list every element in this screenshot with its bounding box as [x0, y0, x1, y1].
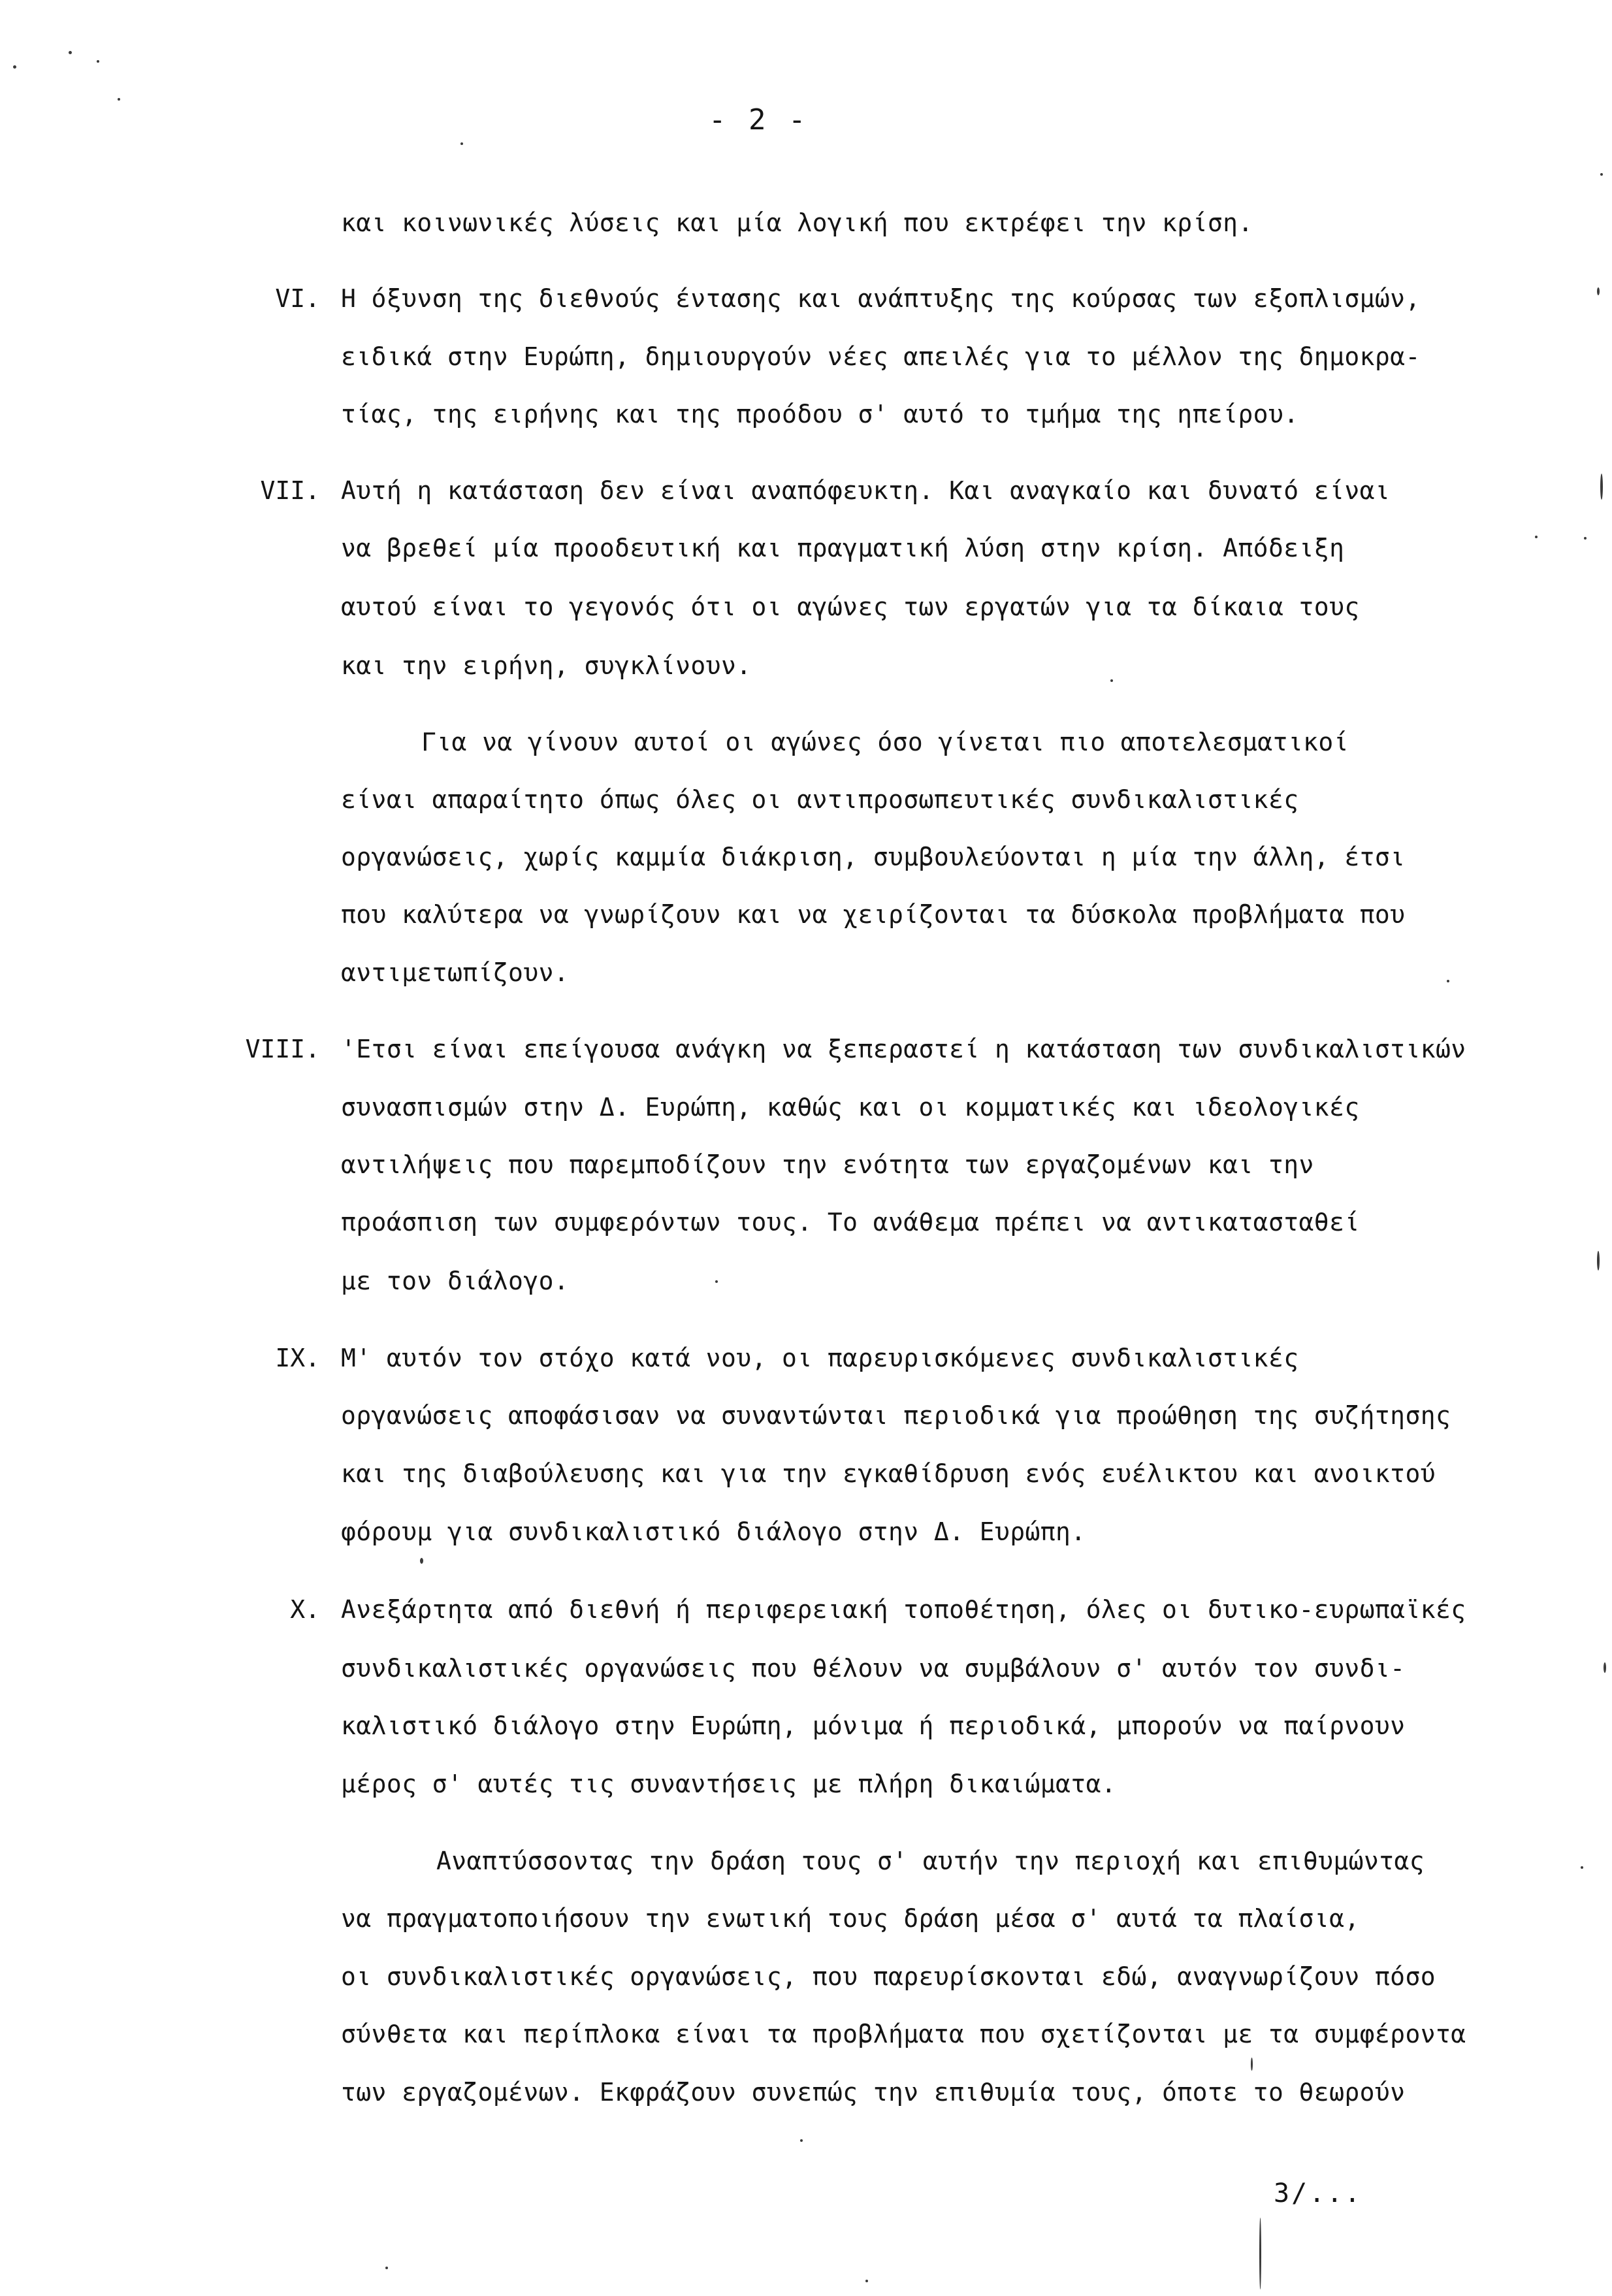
scan-speck — [385, 2267, 388, 2269]
scan-speck — [1535, 536, 1538, 538]
scan-speck — [1259, 2218, 1261, 2289]
section-x-line: μέρος σ' αυτές τις συναντήσεις με πλήρη δικαιώματα. — [341, 1770, 1117, 1798]
scan-speck — [1110, 679, 1113, 682]
continuation-marker: 3/... — [1274, 2178, 1362, 2208]
paragraph-line: είναι απαραίτητο όπως όλες οι αντιπροσωπευτικές συνδικαλιστικές — [341, 785, 1299, 814]
section-viii-line: αντιλήψεις που παρεμποδίζουν την ενότητα των εργαζομένων και την — [341, 1150, 1314, 1179]
scan-speck — [715, 1280, 718, 1283]
section-viii-line: με τον διάλογο. — [341, 1267, 570, 1295]
scan-speck — [1584, 537, 1587, 540]
section-numeral-vii: VII. — [260, 476, 320, 505]
scan-speck — [1600, 474, 1603, 500]
paragraph-line: Για να γίνουν αυτοί οι αγώνες όσο γίνεται πιο αποτελεσματικοί — [421, 728, 1349, 756]
section-viii-line: 'Ετσι είναι επείγουσα ανάγκη να ξεπεραστεί η κατάσταση των συνδικαλιστικών — [341, 1035, 1466, 1063]
scan-speck — [420, 1558, 423, 1564]
scan-speck — [800, 2139, 803, 2142]
section-ix-line: και της διαβούλευσης και για την εγκαθίδρυση ενός ευέλικτου και ανοικτού — [341, 1459, 1436, 1488]
section-vii-line: Αυτή η κατάσταση δεν είναι αναπόφευκτη. Και αναγκαίο και δυνατό είναι — [341, 476, 1391, 505]
section-ix-line: φόρουμ για συνδικαλιστικό διάλογο στην Δ. Ευρώπη. — [341, 1517, 1086, 1546]
section-numeral-vi: VI. — [275, 284, 320, 313]
section-x-line: καλιστικό διάλογο στην Ευρώπη, μόνιμα ή περιοδικά, μπορούν να παίρνουν — [341, 1711, 1406, 1740]
section-viii-line: συνασπισμών στην Δ. Ευρώπη, καθώς και οι κομματικές και ιδεολογικές — [341, 1093, 1360, 1122]
scan-speck — [1251, 2058, 1253, 2071]
scan-speck — [1597, 1251, 1600, 1270]
scan-speck — [865, 2280, 868, 2282]
section-numeral-ix: IX. — [275, 1344, 320, 1372]
section-ix-line: οργανώσεις αποφάσισαν να συναντώνται περιοδικά για προώθηση της συζήτησης — [341, 1401, 1451, 1430]
scan-speck — [13, 65, 16, 69]
paragraph-line: οργανώσεις, χωρίς καμμία διάκριση, συμβουλεύονται η μία την άλλη, έτσι — [341, 843, 1406, 871]
intro-line: και κοινωνικές λύσεις και μία λογική που εκτρέφει την κρίση. — [341, 208, 1253, 237]
scan-speck — [118, 98, 120, 101]
scan-speck — [97, 60, 99, 63]
scan-speck — [1447, 980, 1449, 982]
section-vi-line: ειδικά στην Ευρώπη, δημιουργούν νέες απειλές για το μέλλον της δημοκρα- — [341, 342, 1421, 371]
section-vii-line: να βρεθεί μία προοδευτική και πραγματική λύση στην κρίση. Απόδειξη — [341, 534, 1345, 562]
section-viii-line: προάσπιση των συμφερόντων τους. Το ανάθεμα πρέπει να αντικατασταθεί — [341, 1208, 1360, 1237]
section-vi-line: τίας, της ειρήνης και της προόδου σ' αυτό το τμήμα της ηπείρου. — [341, 400, 1299, 428]
paragraph-line: να πραγματοποιήσουν την ενωτική τους δράση μέσα σ' αυτά τα πλαίσια, — [341, 1904, 1360, 1933]
paragraph-line: αντιμετωπίζουν. — [341, 958, 570, 987]
paragraph-line: Αναπτύσσοντας την δράση τους σ' αυτήν την περιοχή και επιθυμώντας — [436, 1847, 1425, 1875]
scan-speck — [1600, 173, 1603, 176]
section-vii-line: και την ειρήνη, συγκλίνουν. — [341, 651, 752, 680]
paragraph-line: οι συνδικαλιστικές οργανώσεις, που παρευρίσκονται εδώ, αναγνωρίζουν πόσο — [341, 1962, 1436, 1991]
scan-speck — [1604, 1662, 1606, 1673]
page-number: - 2 - — [709, 103, 809, 137]
section-numeral-viii: VIII. — [245, 1035, 320, 1063]
section-vi-line: Η όξυνση της διεθνούς έντασης και ανάπτυξης της κούρσας των εξοπλισμών, — [341, 284, 1421, 313]
scan-speck — [69, 51, 72, 54]
paragraph-line: των εργαζομένων. Εκφράζουν συνεπώς την επιθυμία τους, όποτε το θεωρούν — [341, 2078, 1406, 2107]
section-x-line: Ανεξάρτητα από διεθνή ή περιφερειακή τοποθέτηση, όλες οι δυτικο-ευρωπαϊκές — [341, 1595, 1466, 1624]
scan-speck — [1597, 287, 1600, 295]
section-x-line: συνδικαλιστικές οργανώσεις που θέλουν να συμβάλουν σ' αυτόν τον συνδι- — [341, 1654, 1406, 1683]
section-vii-line: αυτού είναι το γεγονός ότι οι αγώνες των εργατών για τα δίκαια τους — [341, 592, 1360, 621]
section-ix-line: Μ' αυτόν τον στόχο κατά νου, οι παρευρισκόμενες συνδικαλιστικές — [341, 1344, 1299, 1372]
scan-speck — [460, 142, 463, 145]
section-numeral-x: X. — [290, 1595, 320, 1624]
paragraph-line: που καλύτερα να γνωρίζουν και να χειρίζονται τα δύσκολα προβλήματα που — [341, 900, 1406, 929]
paragraph-line: σύνθετα και περίπλοκα είναι τα προβλήματα που σχετίζονται με τα συμφέροντα — [341, 2020, 1466, 2048]
scan-speck — [1581, 1866, 1583, 1869]
